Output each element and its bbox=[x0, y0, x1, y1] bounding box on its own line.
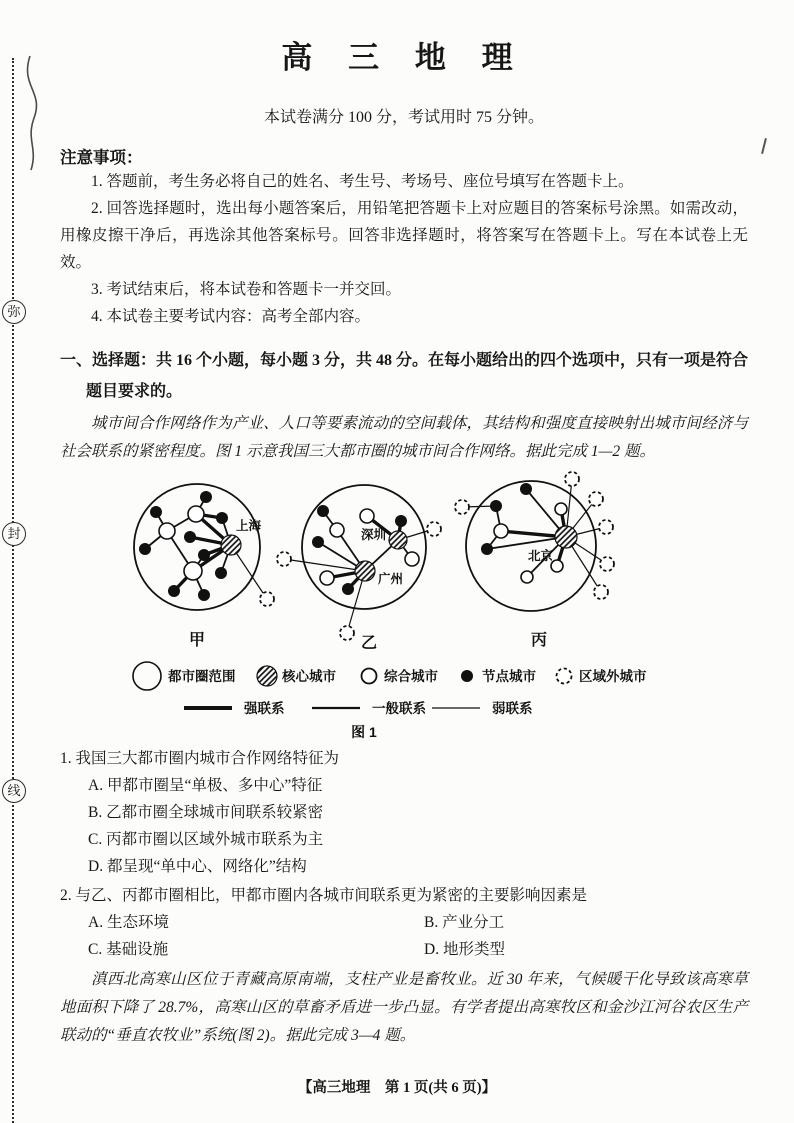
figure-label: 深圳 bbox=[360, 528, 386, 542]
city-node-ext bbox=[340, 626, 354, 640]
city-node-core bbox=[355, 561, 375, 581]
figure-1 bbox=[60, 469, 748, 743]
seal-dotted-line bbox=[12, 58, 14, 1123]
link-n bbox=[487, 537, 566, 549]
legend-label: 核心城市 bbox=[282, 669, 336, 684]
city-node-node bbox=[317, 505, 329, 517]
city-node-ext bbox=[260, 592, 274, 606]
question-1-stem: 1. 我国三大都市圈内城市合作网络特征为 bbox=[60, 750, 340, 767]
city-node-node bbox=[395, 515, 407, 527]
notice-heading: 注意事项： bbox=[60, 148, 143, 167]
seal-char-mi: 弥 bbox=[2, 300, 26, 324]
page-title: 高 三 地 理 bbox=[281, 40, 527, 75]
city-node-core bbox=[555, 526, 577, 548]
legend-symbol-comp bbox=[362, 669, 377, 684]
legend-label: 节点城市 bbox=[482, 669, 536, 684]
city-node-ext bbox=[600, 557, 614, 571]
city-node-node bbox=[216, 512, 228, 524]
city-node-node bbox=[200, 491, 212, 503]
legend-label: 综合城市 bbox=[384, 669, 438, 684]
city-node-comp bbox=[494, 524, 508, 538]
city-node-comp bbox=[320, 571, 334, 585]
city-node-comp bbox=[555, 503, 567, 515]
figure-label: 甲 bbox=[188, 632, 206, 649]
city-node-node bbox=[520, 483, 532, 495]
legend-label: 一般联系 bbox=[372, 701, 426, 716]
figure-label: 广州 bbox=[378, 572, 404, 586]
city-node-comp bbox=[521, 571, 533, 583]
question-2-stem: 2. 与乙、丙都市圈相比，甲都市圈内各城市间联系更为紧密的主要影响因素是 bbox=[60, 887, 588, 904]
figure-label: 乙 bbox=[360, 635, 378, 652]
legend-label: 都市圈范围 bbox=[168, 669, 236, 684]
city-node-comp bbox=[188, 506, 204, 522]
question-2-option-b: B. 产业分工 bbox=[424, 914, 505, 931]
notice-item-2: 2. 回答选择题时，选出每小题答案后，用铅笔把答题卡上对应题目的答案标号涂黑。如需改动，用橡皮擦干净后，再选涂其他答案标号。回答非选择题时，将答案写在答题卡上。写在本试卷上无效。 bbox=[60, 200, 748, 271]
question-1-option-a: A. 甲都市圈呈“单极、多中心”特征 bbox=[88, 777, 323, 794]
city-node-comp bbox=[330, 523, 344, 537]
city-node-node bbox=[198, 589, 210, 601]
legend-symbol-core bbox=[257, 666, 277, 686]
question-2-option-c: C. 基础设施 bbox=[88, 941, 169, 958]
city-node-comp bbox=[184, 562, 202, 580]
city-node-core bbox=[221, 535, 241, 555]
passage-1: 城市间合作网络作为产业、人口等要素流动的空间载体，其结构和强度直接映射出城市间经济与社会联系的紧密程度。图 1 示意我国三大都市圈的城市间合作网络。据此完成 1—2 题。 bbox=[60, 415, 748, 460]
city-node-node bbox=[150, 506, 162, 518]
question-1-option-d: D. 都呈现“单中心、网络化”结构 bbox=[88, 858, 307, 875]
city-node-node bbox=[139, 543, 151, 555]
city-node-ext bbox=[277, 552, 291, 566]
network-diagram bbox=[64, 469, 744, 743]
city-node-node bbox=[490, 500, 502, 512]
question-1 bbox=[60, 745, 748, 880]
city-node-ext bbox=[455, 500, 469, 514]
passage-2: 滇西北高寒山区位于青藏高原南端，支柱产业是畜牧业。近 30 年来，气候暖干化导致该高寒草地面积下降了 28.7%，高寒山区的草畜矛盾进一步凸显。有学者提出高寒牧区和金沙江河谷农区生产联动的“垂直农牧业”系统(图 2)。据此完成 3—4 题。 bbox=[60, 971, 748, 1044]
pen-mark bbox=[16, 48, 56, 178]
figure-label: 上海 bbox=[236, 519, 262, 533]
legend-symbol-ext bbox=[557, 669, 572, 684]
city-node-node bbox=[198, 549, 210, 561]
question-2-option-d: D. 地形类型 bbox=[424, 941, 505, 958]
section-heading: 一、选择题：共 16 个小题，每小题 3 分，共 48 分。在每小题给出的四个选项中，只有一项是符合题目要求的。 bbox=[60, 352, 749, 400]
city-node-core bbox=[389, 531, 407, 549]
figure-caption: 图 1 bbox=[351, 724, 377, 740]
city-node-ext bbox=[589, 492, 603, 506]
notice-item-4: 4. 本试卷主要考试内容：高考全部内容。 bbox=[91, 308, 371, 325]
city-node-node bbox=[481, 543, 493, 555]
legend-symbol-region bbox=[133, 662, 161, 690]
exam-subtitle: 本试卷满分 100 分，考试用时 75 分钟。 bbox=[263, 109, 544, 126]
legend-label: 区域外城市 bbox=[579, 669, 647, 684]
seal-char-feng: 封 bbox=[2, 522, 26, 546]
city-node-ext bbox=[427, 522, 441, 536]
city-node-ext bbox=[594, 585, 608, 599]
notice-item-3: 3. 考试结束后，将本试卷和答题卡一并交回。 bbox=[91, 281, 402, 298]
question-2-option-a: A. 生态环境 bbox=[88, 914, 169, 931]
link-w bbox=[284, 559, 365, 571]
city-node-node bbox=[168, 585, 180, 597]
legend-symbol-node bbox=[461, 670, 473, 682]
city-node-comp bbox=[360, 509, 374, 523]
figure-label: 北京 bbox=[527, 549, 553, 563]
legend-label: 弱联系 bbox=[492, 701, 533, 716]
seal-char-xian: 线 bbox=[2, 779, 26, 803]
notice-item-1: 1. 答题前，考生务必将自己的姓名、考生号、考场号、座位号填写在答题卡上。 bbox=[91, 173, 634, 190]
question-2 bbox=[60, 882, 748, 963]
question-1-option-b: B. 乙都市圈全球城市间联系较紧密 bbox=[88, 804, 324, 821]
city-node-node bbox=[184, 531, 196, 543]
city-node-comp bbox=[159, 523, 175, 539]
figure-label: 丙 bbox=[530, 632, 548, 649]
city-node-node bbox=[215, 567, 227, 579]
city-node-node bbox=[342, 583, 354, 595]
pen-tick-mark bbox=[761, 138, 767, 154]
question-1-option-c: C. 丙都市圈以区域外城市联系为主 bbox=[88, 831, 324, 848]
page-footer: 【高三地理 第 1 页(共 6 页)】 bbox=[297, 1080, 497, 1096]
city-node-ext bbox=[599, 520, 613, 534]
city-node-ext bbox=[565, 472, 579, 486]
legend-label: 强联系 bbox=[244, 701, 285, 716]
city-node-node bbox=[312, 536, 324, 548]
city-node-comp bbox=[405, 552, 419, 566]
